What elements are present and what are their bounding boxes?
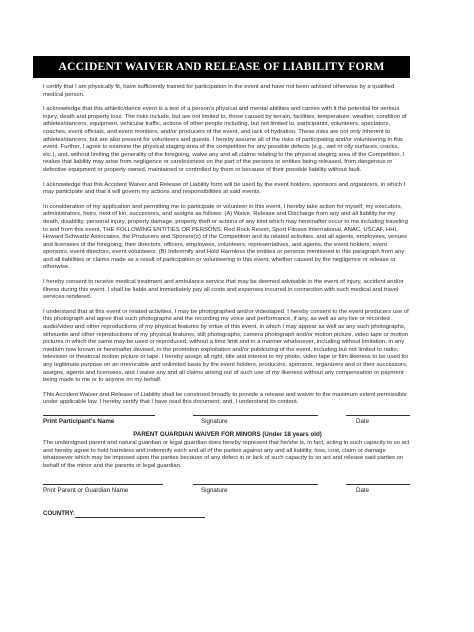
guardian-name-line[interactable] [43, 484, 163, 485]
paragraph-media: I understand that at this event or related activities, I may be photographed and/or videotaped. I hereby consent to the event producers use of this photograph and agree that such photographs and the recording my voice and performance, if any, as well as any live or recorded audio/video and other reproductions of my physical features by virtue of this event, in which I may appear as well as any such photographs, silhouette and other reproductions of my physical features, still photographs, camera photograph and/or motion picture, video tape or motion pictures in which the same may be used or reproduced, without a time limit and in a manner whatsoever, including without limitation, in any medium now known or hereinafter devised, in the promotion exploitation and/or publicizing of the event, including but not limited to radio, television or theatrical motion picture or tape. I hereby assign all right, title and interest to my photo, video tape or film likeness to be used for any legitimate purpose on an irrevocable and unlimited basis by the event holders, producers, sponsors, organizers and or their successors, assigns, agents and licensees, and I waive any and all claims arising out of such use of my likeness without any compensation or payment being made to me or to anyone on my behalf. [43, 308, 409, 384]
participant-date-line[interactable] [346, 415, 410, 416]
guardian-date-label: Date [356, 487, 370, 495]
guardian-signature-line[interactable] [193, 484, 318, 485]
form-title: ACCIDENT WAIVER AND RELEASE OF LIABILITY FORM [33, 56, 410, 78]
minor-paragraph: The undersigned parent and natural guardian or legal guardian does hereby represent that he/she is, in fact, acting in such capacity to so act and hereby agree to hold harmless and indemnify each and all of the parties against any and all liability, loss, cost, claim or damage whatsoever which may be imposed upon the parties because of any defect in or lack of such capacity to so act and release said parties on behalf of the minor and the parents or legal guardian. [43, 439, 410, 469]
country-input-line[interactable] [75, 517, 205, 518]
guardian-name-label: Print Parent or Guardian Name [43, 487, 129, 495]
participant-signature-row [43, 415, 412, 429]
participant-date-label: Date [356, 417, 370, 425]
participant-signature-line[interactable] [193, 415, 318, 416]
paragraph-medical: I hereby consent to receive medical treatment and ambulance service that may be deemed advisable in the event of injury, accident and/or illness during this event. I shall be liable and immediately pay all costs and expenses incurred in connection with such medical and travel services rendered. [43, 279, 404, 301]
participant-name-label: Print Participant's Name [43, 417, 115, 425]
country-label: COUNTRY: [43, 510, 75, 518]
paragraph-fitness: I certify that I am physically fit, have sufficiently trained for participation in the event and have not been advised otherwise by a qualified medical person. [43, 84, 395, 98]
paragraph-construction: This Accident Waiver and Release of Liability shall be construed broadly to provide a release and waiver to the maximum extent permissible under applicable law. I hereby certify that I have read this document; and, I understand its content. [43, 391, 407, 406]
form-body [43, 84, 412, 520]
guardian-signature-row [43, 484, 412, 498]
country-field [43, 510, 412, 520]
paragraph-release: In consideration of my application and permitting me to participate or volunteer in this event, I hereby take action for myself, my executors, administrators, heirs, next of kin, successors, and assigns as follows: (A) Waive, Release and Discharge from any and all liability for my death, disability, personal injury, property damage, property theft or actions of any kind which may hereinafter occur to me including traveling to and from this event, THE FOLLOWING ENTITIES OR PERSONS: Red Rock Resort, Sport Fitness International, ANAC, USCAF, HHI, Howard Schwartz Associates, the Producers and Sponsor(s) of the Competition and its related activities, and all agents, employees, venues and licensees of the foregoing, their directors, officers, employees, volunteers, representatives, and agents, the event holders, event sponsors, event directors, event volunteers; (B) Indemnify and Hold Harmless the entities or persons mentioned in this paragraph from any and all liabilities or claims made as a result of participation or volunteering in this event, whether caused by the negligence or release or otherwise. [43, 203, 408, 271]
participant-signature-label: Signature [201, 417, 228, 425]
participant-name-line[interactable] [43, 415, 155, 416]
minor-heading: PARENT GUARDIAN WAIVER FOR MINORS (Under 18 years old) [133, 430, 322, 438]
guardian-date-line[interactable] [346, 484, 410, 485]
paragraph-usage: I acknowledge that this Accident Waiver and Release of Liability form will be used by the event holders, sponsors and organizers, in which I may participate and that it will govern my actions and responsibilities at said events. [43, 181, 406, 196]
guardian-signature-label: Signature [201, 487, 228, 495]
paragraph-risks: I acknowledge that this athletic/dance event is a test of a person's physical and mental abilities and carries with it the potential for serious injury, death and property loss. The risks include, but are not limited to, those caused by terrain, facilities, temperature, weather, condition of athletes/dancers, equipment, vehicular traffic, actions of other people including, but not limited to, participants, volunteers, spectators, coaches, event officials, and event monitors, and/or producers of the event, and lack of hydration. These risks are not only inherent to athletes/dancers, but are also present for volunteers and guests. I hereby assume all of the risks of participating and/or volunteering in this event. Further, I agree to examine the physical staging area of the competition for any possible defects (e.g., wet or oily surfaces, cracks, etc.), and, without limiting the generality of the foregoing, waive any and all claims relating to the physical staging area of the Competition. I realize that liability may arise from negligence or carelessness on the part of the persons or entities being released, from dangerous or defective equipment or property owned, maintained or controlled by them or because of their possible liability without fault. [43, 106, 407, 173]
